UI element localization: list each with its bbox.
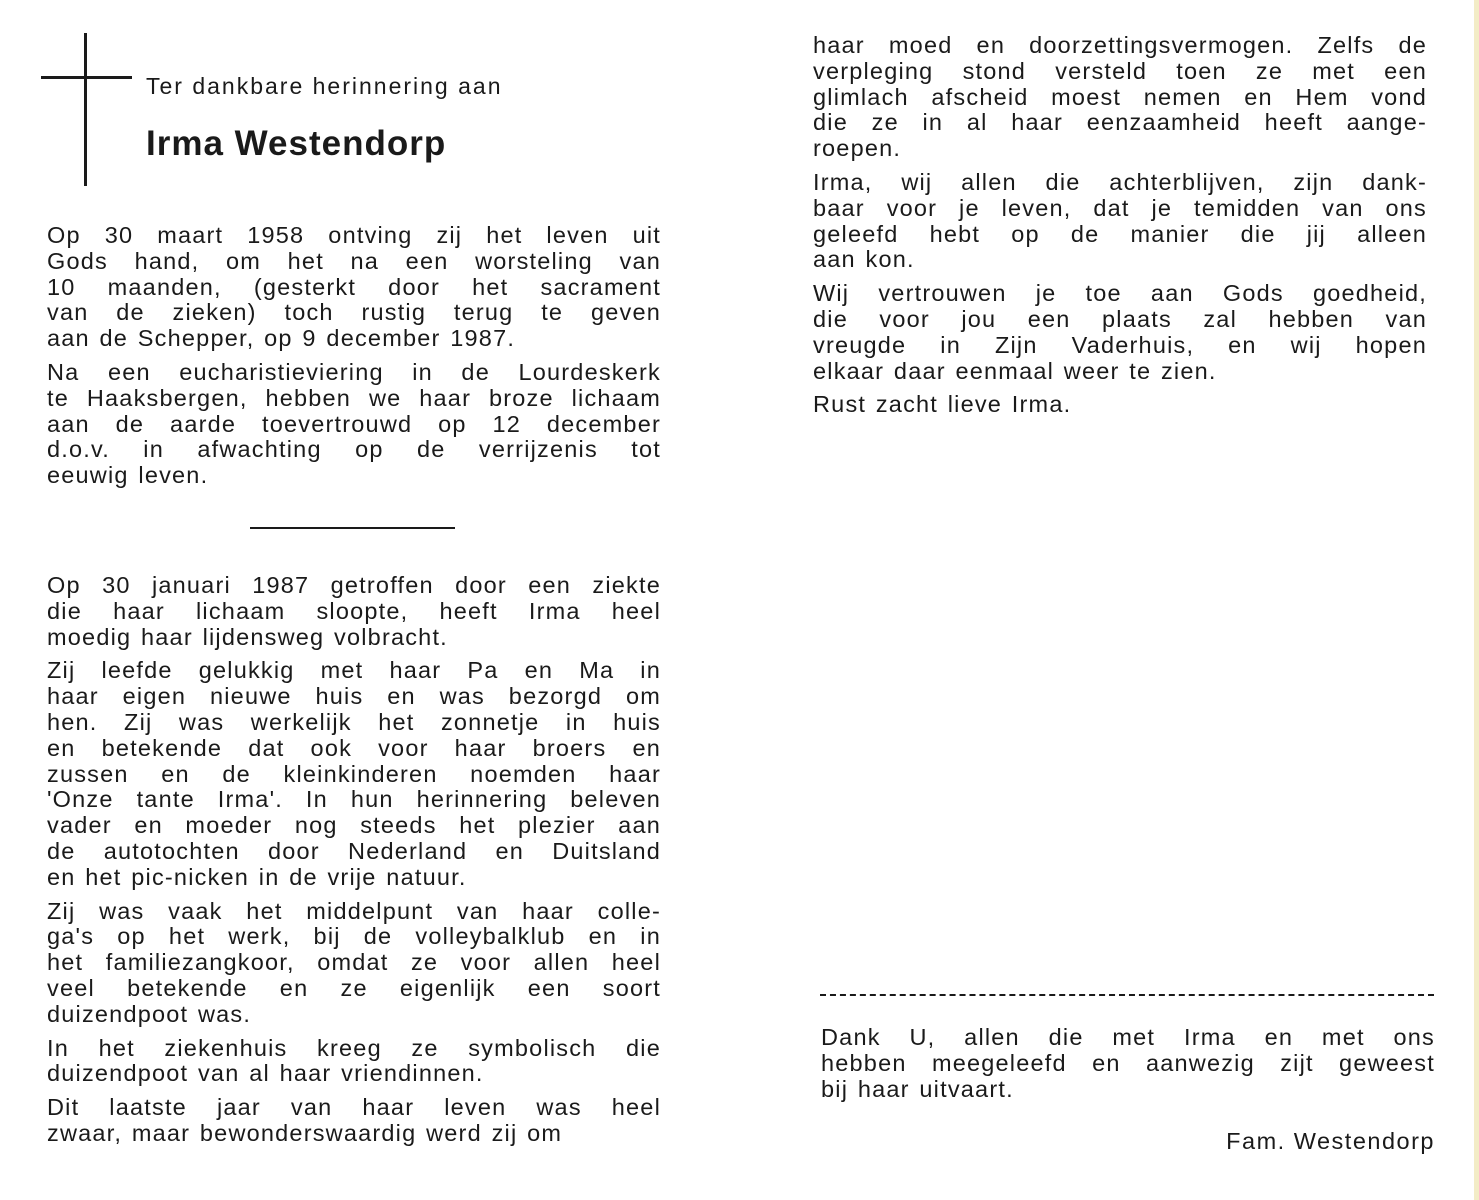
- text-line: die haar lichaam sloopte, heeft Irma heel: [47, 597, 661, 624]
- text-line: hen. Zij was werkelijk het zonnetje in huis: [47, 708, 661, 735]
- paragraph: [47, 573, 661, 650]
- text-line: haar moed en doorzettingsvermogen. Zelfs de: [813, 32, 1427, 58]
- text-line: haar eigen nieuwe huis en was bezorgd om: [47, 683, 661, 710]
- text-line: Zij leefde gelukkig met haar Pa en Ma in: [47, 657, 661, 684]
- text-line: vader en moeder nog steeds het plezier aan: [47, 812, 661, 839]
- text-line: van de zieken) toch rustig terug te geven: [47, 299, 661, 326]
- text-line: te Haaksbergen, hebben we haar broze lichaam: [47, 384, 661, 411]
- right-column-top: [813, 33, 1427, 426]
- thanks-text: [821, 1025, 1435, 1110]
- text-line: eeuwig leven.: [47, 462, 209, 489]
- text-line: aan de Schepper, op 9 december 1987.: [47, 325, 516, 352]
- text-line: verpleging stond versteld toen ze met een: [813, 57, 1427, 84]
- paragraph: [813, 281, 1427, 384]
- cross-icon-vertical: [84, 33, 87, 186]
- text-line: glimlach afscheid moest nemen en Hem vond: [813, 83, 1427, 110]
- text-line: en betekende dat ook voor haar broers en: [47, 734, 661, 761]
- text-line: zussen en de kleinkinderen noemden haar: [47, 760, 661, 787]
- text-line: Irma, wij allen die achterblijven, zijn dank-: [813, 168, 1427, 195]
- text-line: aan kon.: [813, 246, 915, 273]
- section-divider: [250, 527, 455, 529]
- text-line: ga's op het werk, bij de volleybalklub en in: [47, 923, 661, 950]
- paragraph: [47, 1036, 661, 1088]
- text-line: Dank U, allen die met Irma en met ons: [821, 1024, 1435, 1050]
- text-line: duizendpoot van al haar vriendinnen.: [47, 1060, 484, 1087]
- text-line: elkaar daar eenmaal weer te zien.: [813, 357, 1217, 384]
- paragraph: [47, 223, 661, 352]
- text-line: Op 30 januari 1987 getroffen door een ziekte: [47, 572, 661, 598]
- text-line: roepen.: [813, 135, 902, 162]
- text-line: veel betekende en ze eigenlijk een soort: [47, 974, 661, 1001]
- text-line: Op 30 maart 1958 ontving zij het leven uit: [47, 222, 661, 248]
- text-line: die ze in al haar eenzaamheid heeft aange-: [813, 109, 1427, 136]
- text-line: hebben meegeleefd en aanwezig zijt geweest: [821, 1049, 1435, 1076]
- thanks-divider: [820, 994, 1434, 996]
- text-line: zwaar, maar bewonderswaardig werd zij om: [47, 1119, 563, 1146]
- text-line: vreugde in Zijn Vaderhuis, en wij hopen: [813, 331, 1427, 358]
- paragraph: [47, 360, 661, 489]
- text-line: de autotochten door Nederland en Duitsland: [47, 837, 661, 864]
- text-line: aan de aarde toevertrouwd op 12 december: [47, 410, 661, 437]
- text-line: het familiezangkoor, omdat ze voor allen heel: [47, 949, 661, 976]
- text-line: duizendpoot was.: [47, 1000, 252, 1027]
- left-column-top: [47, 223, 661, 497]
- paper-edge: [1474, 0, 1479, 1200]
- paragraph: [47, 899, 661, 1028]
- text-line: geleefd hebt op de manier die jij alleen: [813, 220, 1427, 247]
- text-line: Gods hand, om het na een worsteling van: [47, 247, 661, 274]
- paragraph: [813, 170, 1427, 273]
- deceased-name: Irma Westendorp: [146, 124, 447, 163]
- left-column-bottom: [47, 573, 661, 1155]
- family-signature: Fam. Westendorp: [1226, 1128, 1435, 1154]
- text-line: moedig haar lijdensweg volbracht.: [47, 623, 448, 650]
- text-line: 'Onze tante Irma'. In hun herinnering beleven: [47, 786, 661, 813]
- text-line: Zij was vaak het middelpunt van haar colle-: [47, 897, 661, 924]
- remembrance-intro: Ter dankbare herinnering aan: [146, 73, 503, 99]
- text-line: baar voor je leven, dat je temidden van ons: [813, 194, 1427, 221]
- text-line: Dit laatste jaar van haar leven was heel: [47, 1094, 661, 1121]
- text-line: en het pic-nicken in de vrije natuur.: [47, 863, 467, 890]
- text-line: 10 maanden, (gesterkt door het sacrament: [47, 273, 661, 300]
- text-line: Rust zacht lieve Irma.: [813, 391, 1072, 418]
- paragraph: [813, 392, 1427, 418]
- paragraph: [821, 1025, 1435, 1102]
- paragraph: [47, 658, 661, 890]
- paragraph: [47, 1095, 661, 1147]
- cross-icon-horizontal: [41, 76, 132, 79]
- text-line: Na een eucharistieviering in de Lourdeskerk: [47, 358, 661, 385]
- text-line: Wij vertrouwen je toe aan Gods goedheid,: [813, 280, 1427, 307]
- text-line: die voor jou een plaats zal hebben van: [813, 305, 1427, 332]
- text-line: d.o.v. in afwachting op de verrijzenis tot: [47, 436, 661, 463]
- text-line: bij haar uitvaart.: [821, 1075, 1014, 1102]
- paragraph: [813, 33, 1427, 162]
- text-line: In het ziekenhuis kreeg ze symbolisch die: [47, 1034, 661, 1061]
